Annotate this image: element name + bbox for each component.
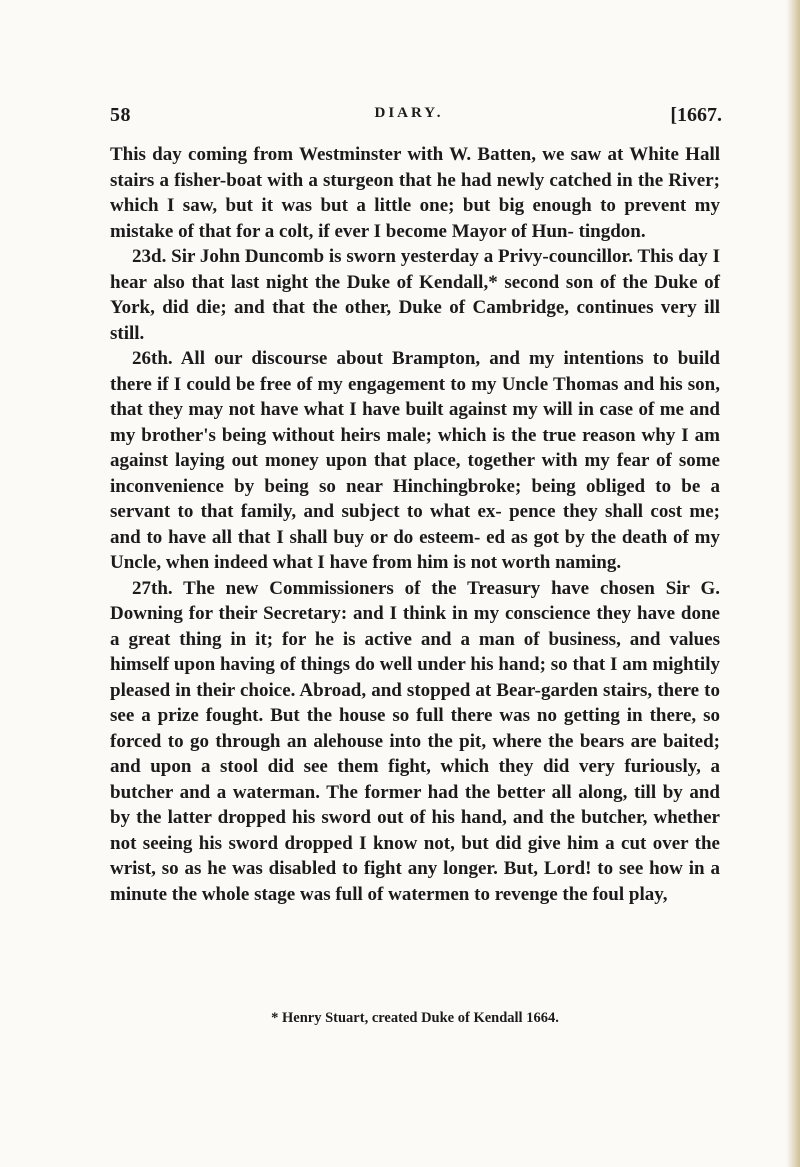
page-edge bbox=[786, 0, 800, 1167]
diary-body bbox=[110, 142, 720, 907]
paragraph-sturgeon: This day coming from Westminster with W. Batten, we saw at White Hall stairs a fisher-boat with a sturgeon that he had newly catched in the River; which I saw, but it was but a little one; but big enough to prevent my mistake of that for a colt, if ever I become Mayor of Hun- tingdon. bbox=[110, 144, 720, 242]
paragraph-27th: 27th. The new Commissioners of the Treasury have chosen Sir G. Downing for their Secretary: and I think in my conscience they have done a great thing in it; for he is active and a man of business, and values himself upon having of things do well under his hand; so that I am mightily pleased in their choice. Abroad, and stopped at Bear-garden stairs, there to see a prize fought. But the house so full there was no getting in there, so forced to go through an alehouse into the pit, where the bears are baited; and upon a stool did see them fight, which they did very furiously, a butcher and a waterman. The former had the better all along, till by and by the latter dropped his sword out of his hand, and the butcher, whether not seeing his sword dropped I know not, but did give him a cut over the wrist, so as he was disabled to fight any longer. But, Lord! to see how in a minute the whole stage was full of watermen to revenge the foul play, bbox=[110, 577, 720, 905]
footnote: * Henry Stuart, created Duke of Kendall 1664. bbox=[271, 1010, 559, 1026]
running-title: DIARY. bbox=[374, 105, 444, 121]
year-heading: [1667. bbox=[670, 104, 722, 126]
paragraph-26th: 26th. All our discourse about Brampton, and my intentions to build there if I could be free of my engagement to my Uncle Thomas and his son, that they may not have what I have built against my will in case of me and my brother's being without heirs male; which is the true reason why I am against laying out money upon that place, together with my fear of some inconvenience by being so near Hinchingbroke; being obliged to be a servant to that family, and subject to what ex- pence they shall cost me; and to have all that I shall buy or do esteem- ed as got by the death of my Uncle, when indeed what I have from him is not worth naming. bbox=[110, 348, 720, 573]
page-number: 58 bbox=[110, 104, 131, 126]
page-header bbox=[96, 104, 722, 134]
paragraph-23d: 23d. Sir John Duncomb is sworn yesterday a Privy-councillor. This day I hear also that last night the Duke of Kendall,* second son of the Duke of York, did die; and that the other, Duke of Cambridge, continues very ill still. bbox=[110, 246, 720, 344]
